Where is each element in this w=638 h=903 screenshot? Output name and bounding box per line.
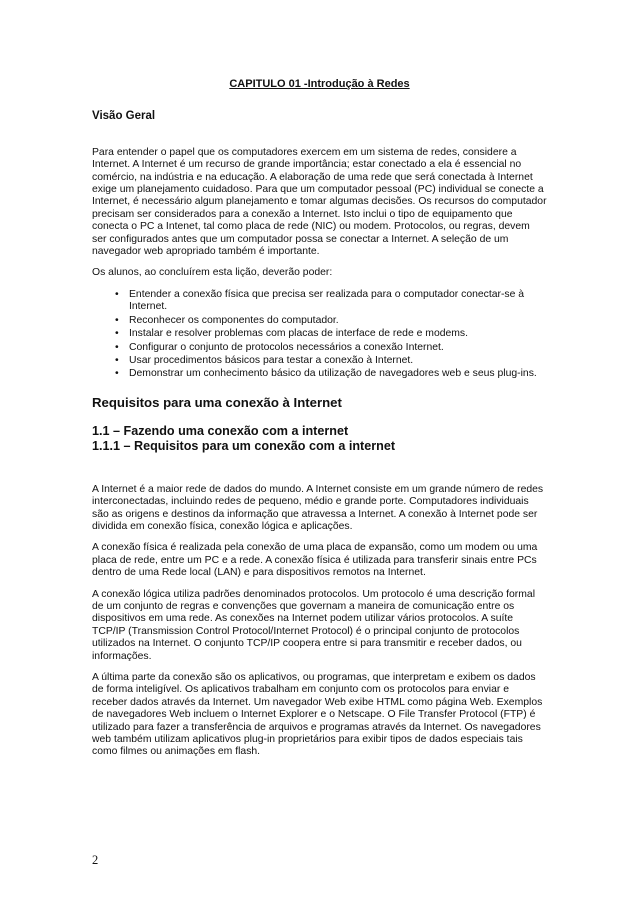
objective-text: Configurar o conjunto de protocolos necessários a conexão Internet.: [129, 341, 444, 353]
bullet-icon: •: [115, 341, 119, 353]
objective-item: [92, 328, 547, 340]
body-paragraph: A conexão lógica utiliza padrões denominados protocolos. Um protocolo é uma descrição formal de um conjunto de regras e convenções que governam a maneira de comunicação entre os dispositivos em uma rede. As conexões na Internet podem utilizar vários protocolos. A suíte TCP/IP (Transmission Control Protocol/Internet Protocol) é o principal conjunto de protocolos utilizados na Internet. O conjunto TCP/IP coopera entre si para transmitir e receber dados, ou informações.: [92, 588, 535, 662]
bullet-icon: •: [115, 354, 119, 366]
bullet-icon: •: [115, 288, 119, 300]
objective-item: [92, 289, 547, 314]
objective-text: Usar procedimentos básicos para testar a conexão à Internet.: [129, 354, 414, 366]
bullet-icon: •: [115, 368, 119, 380]
objective-item: [92, 342, 547, 354]
bullet-icon: •: [115, 328, 119, 340]
objective-item: [92, 355, 547, 367]
objectives-intro: Os alunos, ao concluírem esta lição, deverão poder:: [92, 267, 333, 279]
overview-heading: Visão Geral: [92, 110, 156, 123]
objective-item: [92, 368, 547, 380]
body-paragraph: A última parte da conexão são os aplicativos, ou programas, que interpretam e exibem os dados de forma inteligível. Os aplicativos trabalham em conjunto com os protocolos para enviar e receber dados através da Internet. Um navegador Web exibe HTML como página Web. Exemplos de navegadores Web incluem o Internet Explorer e o Netscape. O File Transfer Protocol (FTP) é utilizado para fazer a transferência de arquivos e programas através da Internet. Os navegadores web também utilizam aplicativos plug-in proprietários para exibir tipos de dados especiais tais como filmes ou animações em flash.: [92, 672, 543, 758]
objective-text: Entender a conexão física que precisa ser realizada para o computador conectar-se à Internet.: [129, 288, 525, 313]
section-1-1-1-heading: 1.1.1 – Requisitos para um conexão com a internet: [92, 438, 396, 453]
section-1-1-heading: 1.1 – Fazendo uma conexão com a internet: [92, 423, 349, 438]
body-paragraph: A Internet é a maior rede de dados do mundo. A Internet consiste em um grande número de redes interconectadas, incluindo redes de pequeno, médio e grande porte. Computadores individuais são as origens e destinos da informação que atravessa a Internet. A conexão à Internet pode ser dividida em conexão física, conexão lógica e aplicações.: [92, 483, 544, 532]
objective-text: Demonstrar um conhecimento básico da utilização de navegadores web e seus plug-ins.: [129, 368, 537, 380]
objective-item: [92, 315, 547, 327]
objective-text: Instalar e resolver problemas com placas de interface de rede e modems.: [129, 328, 469, 340]
body-paragraph: A conexão física é realizada pela conexão de uma placa de expansão, como um modem ou uma placa de rede, entre um PC e a rede. A conexão física é utilizada para transferir sinais entre PCs dentro de uma Rede local (LAN) e para dispositivos remotos na Internet.: [92, 542, 538, 579]
objectives-list: [92, 289, 547, 381]
chapter-title: CAPITULO 01 -Introdução à Redes: [229, 78, 410, 90]
objective-text: Reconhecer os componentes do computador.: [129, 314, 339, 326]
intro-paragraph: Para entender o papel que os computadores exercem em um sistema de redes, considere a Internet. A Internet é um recurso de grande importância; estar conectado a ela é essencial no comércio, na indústria e na educação. A elaboração de uma rede que será conectada à Internet exige um planejamento cuidadoso. Para que um computador pessoal (PC) individual se conecte a Internet, é necessário algum planejamento e tomar algumas decisões. Os recursos do computador precisam ser considerados para a conexão a Internet. Isto inclui o tipo de equipamento que conecta o PC a Intenet, tal como placa de rede (NIC) ou modem. Protocolos, ou regras, devem ser configurados antes que um computador possa se conectar a Internet. A seleção de um navegador web apropriado também é importante.: [92, 146, 547, 258]
requirements-heading: Requisitos para uma conexão à Internet: [92, 394, 342, 410]
page-content: [92, 78, 547, 768]
bullet-icon: •: [115, 314, 119, 326]
page-number: 2: [92, 853, 99, 867]
